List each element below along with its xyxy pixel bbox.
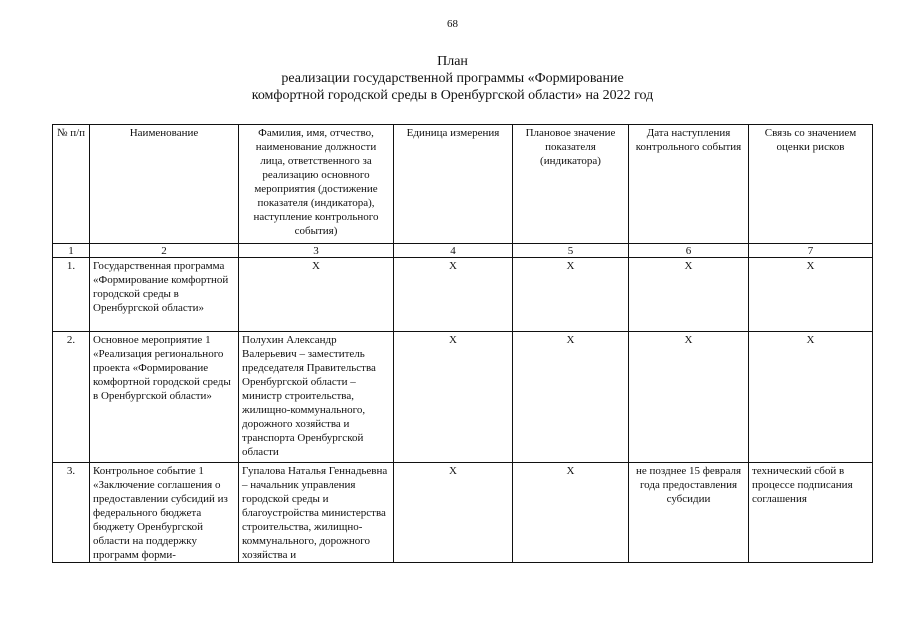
column-number: 7 <box>749 244 873 258</box>
row-unit: Х <box>394 463 513 563</box>
title-line-1: План <box>437 54 468 69</box>
title-line-2: реализации государственной программы «Формирование <box>281 71 624 86</box>
document-title <box>0 53 905 104</box>
row-name: Контрольное событие 1 «Заключение соглашения о предоставлении субсидий из федерального бюджета бюджету Оренбургской области на поддержку программ форми- <box>90 463 239 563</box>
row-date: не позднее 15 февраля года предоставления субсидии <box>629 463 749 563</box>
header-risk: Связь со значением оценки рисков <box>749 125 873 244</box>
header-responsible: Фамилия, имя, отчество, наименование должности лица, ответственного за реализацию основного мероприятия (достижение показателя (индикатора), наступление контрольного события) <box>239 125 394 244</box>
row-date: Х <box>629 258 749 332</box>
title-line-3: комфортной городской среды в Оренбургской области» на 2022 год <box>251 88 654 103</box>
header-name: Наименование <box>90 125 239 244</box>
row-name: Государственная программа «Формирование комфортной городской среды в Оренбургской области» <box>90 258 239 332</box>
row-plan-value: Х <box>513 463 629 563</box>
column-number: 2 <box>90 244 239 258</box>
header-date: Дата наступления контрольного события <box>629 125 749 244</box>
table-row <box>53 332 873 463</box>
row-date: Х <box>629 332 749 463</box>
row-responsible: Гупалова Наталья Геннадьевна – начальник управления городской среды и благоустройства министерства строительства, жилищно-коммунального, дорожного хозяйства и <box>239 463 394 563</box>
row-plan-value: Х <box>513 258 629 332</box>
row-number: 1. <box>53 258 90 332</box>
column-number-row <box>53 244 873 258</box>
row-risk: Х <box>749 332 873 463</box>
column-number: 3 <box>239 244 394 258</box>
column-number: 4 <box>394 244 513 258</box>
header-number: № п/п <box>53 125 90 244</box>
column-number: 5 <box>513 244 629 258</box>
row-unit: Х <box>394 332 513 463</box>
header-plan-value: Плановое значение показателя (индикатора) <box>513 125 629 244</box>
row-responsible: Х <box>239 258 394 332</box>
table-row <box>53 463 873 563</box>
column-number: 6 <box>629 244 749 258</box>
column-number: 1 <box>53 244 90 258</box>
page-number: 68 <box>447 18 458 30</box>
row-name: Основное мероприятие 1 «Реализация регионального проекта «Формирование комфортной городской среды в Оренбургской области» <box>90 332 239 463</box>
header-row <box>53 125 873 244</box>
row-plan-value: Х <box>513 332 629 463</box>
row-number: 2. <box>53 332 90 463</box>
header-unit: Единица измерения <box>394 125 513 244</box>
row-risk: Х <box>749 258 873 332</box>
row-unit: Х <box>394 258 513 332</box>
table-row <box>53 258 873 332</box>
row-number: 3. <box>53 463 90 563</box>
row-responsible: Полухин Александр Валерьевич – заместитель председателя Правительства Оренбургской области – министр строительства, жилищно-коммунального, дорожного хозяйства и транспорта Оренбургской области <box>239 332 394 463</box>
plan-table <box>52 124 873 563</box>
row-risk: технический сбой в процессе подписания соглашения <box>749 463 873 563</box>
